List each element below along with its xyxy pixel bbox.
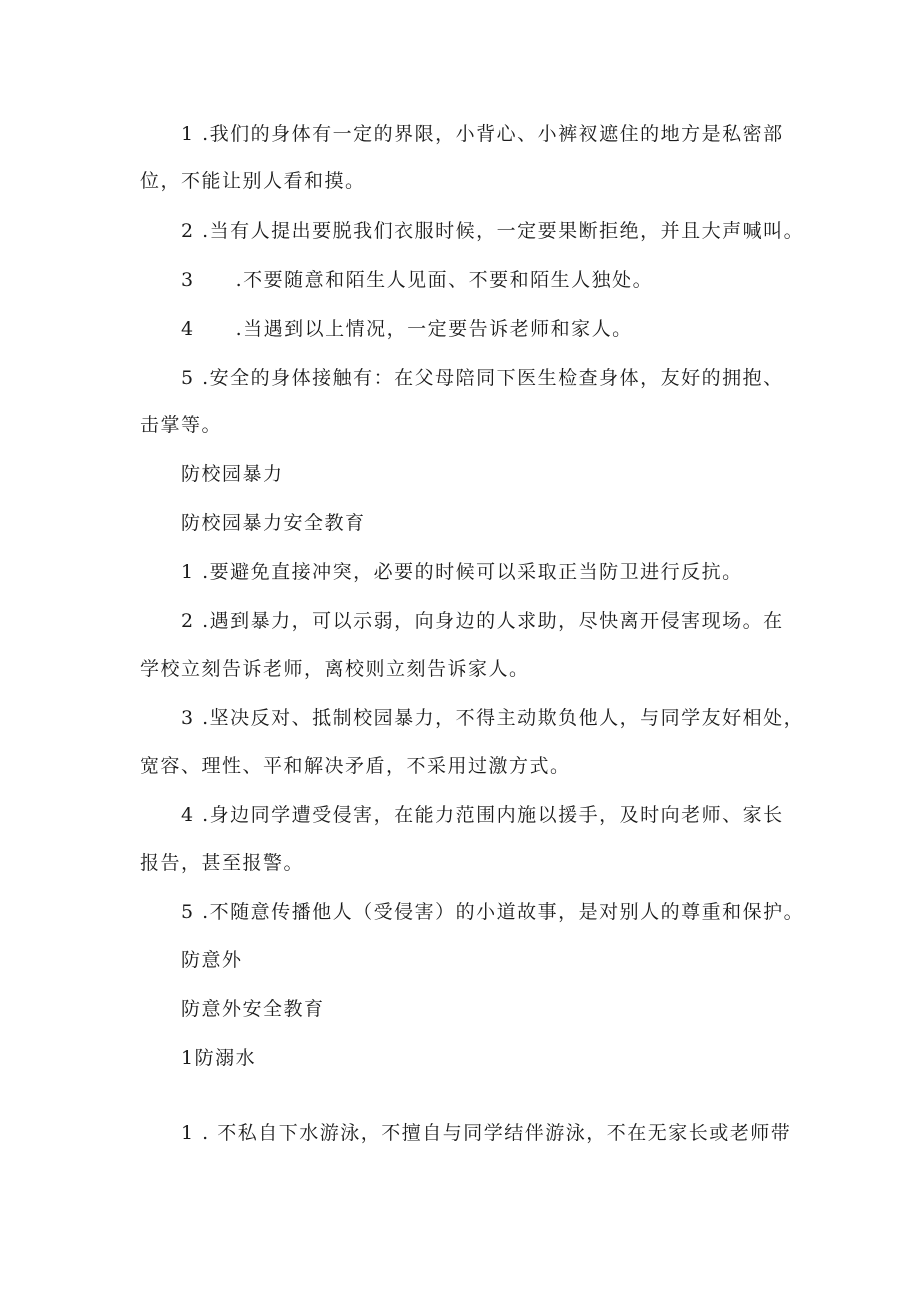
section-heading: 防意外 [181,949,243,971]
paragraph-line: 5 .不随意传播他人（受侵害）的小道故事，是对别人的尊重和保护。 [181,901,805,923]
paragraph-line: 2 .当有人提出要脱我们衣服时候，一定要果断拒绝，并且大声喊叫。 [181,220,805,242]
paragraph-line: 5 .安全的身体接触有：在父母陪同下医生检查身体，友好的拥抱、 [181,367,784,389]
paragraph-line: 3 .坚决反对、抵制校园暴力，不得主动欺负他人，与同学友好相处， [181,707,805,729]
paragraph-line: 宽容、理性、平和解决矛盾，不采用过激方式。 [140,755,571,777]
paragraph-line: 4 .当遇到以上情况，一定要告诉老师和家人。 [181,318,633,340]
paragraph-line: 1 .我们的身体有一定的界限，小背心、小裤衩遮住的地方是私密部 [181,123,784,145]
section-subheading: 防校园暴力安全教育 [181,512,366,534]
paragraph-line: 1 .要避免直接冲突，必要的时候可以采取正当防卫进行反抗。 [181,561,743,583]
paragraph-line: 1 . 不私自下水游泳，不擅自与同学结伴游泳，不在无家长或老师带 [181,1122,792,1144]
paragraph-line: 击掌等。 [140,414,223,436]
paragraph-line: 位，不能让别人看和摸。 [140,170,366,192]
paragraph-line: 4 .身边同学遭受侵害，在能力范围内施以援手，及时向老师、家长 [181,804,784,826]
subsection-heading: 1防溺水 [181,1047,257,1069]
paragraph-line: 3 .不要随意和陌生人见面、不要和陌生人独处。 [181,269,654,291]
paragraph-line: 学校立刻告诉老师，离校则立刻告诉家人。 [140,658,530,680]
section-heading: 防校园暴力 [181,463,284,485]
section-subheading: 防意外安全教育 [181,998,325,1020]
paragraph-line: 2 .遇到暴力，可以示弱，向身边的人求助，尽快离开侵害现场。在 [181,610,784,632]
paragraph-line: 报告，甚至报警。 [140,852,305,874]
